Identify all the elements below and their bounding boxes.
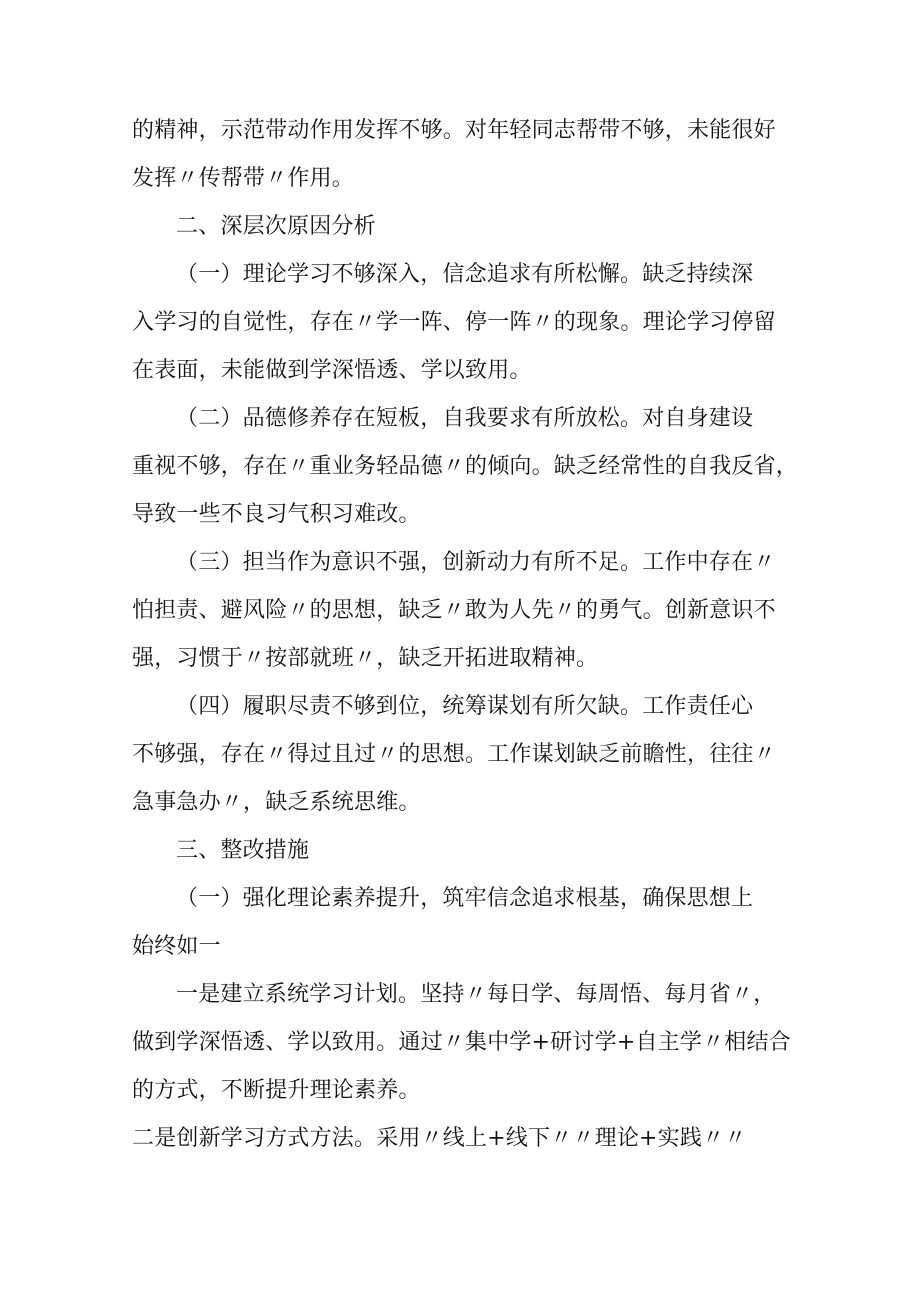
text-line-5: 入学习的自觉性，存在〃学一阵、停一阵〃的现象。理论学习停留 bbox=[132, 310, 776, 335]
text-line-18: 始终如一 bbox=[132, 934, 221, 959]
text-line-21: 的方式，不断提升理论素养。 bbox=[132, 1078, 421, 1103]
section-heading-3: 三、整改措施 bbox=[176, 838, 310, 863]
text-line-14: 不够强，存在〃得过且过〃的思想。工作谋划缺乏前瞻性，往往〃 bbox=[132, 742, 776, 767]
text-line-15: 急事急办〃，缺乏系统思维。 bbox=[132, 790, 421, 815]
text-line-20: 做到学深悟透、学以致用。通过〃集中学+研讨学+自主学〃相结合 bbox=[132, 1030, 791, 1055]
text-line-11: 怕担责、避风险〃的思想，缺乏〃敢为人先〃的勇气。创新意识不 bbox=[132, 598, 776, 623]
text-line-19: 一是建立系统学习计划。坚持〃每日学、每周悟、每月省〃， bbox=[176, 982, 776, 1007]
section-heading-2: 二、深层次原因分析 bbox=[176, 214, 376, 239]
text-line-9: 导致一些不良习气积习难改。 bbox=[132, 502, 421, 527]
text-line-12: 强，习惯于〃按部就班〃，缺乏开拓进取精神。 bbox=[132, 646, 599, 671]
text-line-10: （三）担当作为意识不强，创新动力有所不足。工作中存在〃 bbox=[176, 550, 776, 575]
text-line-1: 的精神，示范带动作用发挥不够。对年轻同志帮带不够，未能很好 bbox=[132, 118, 776, 143]
text-line-17: （一）强化理论素养提升，筑牢信念追求根基，确保思想上 bbox=[176, 886, 754, 911]
text-line-13: （四）履职尽责不够到位，统筹谋划有所欠缺。工作责任心 bbox=[176, 694, 754, 719]
text-line-7: （二）品德修养存在短板，自我要求有所放松。对自身建设 bbox=[176, 406, 754, 431]
text-line-2: 发挥〃传帮带〃作用。 bbox=[132, 166, 355, 191]
text-line-22: 二是创新学习方式方法。采用〃线上+线下〃〃理论+实践〃〃 bbox=[132, 1126, 747, 1151]
text-line-6: 在表面，未能做到学深悟透、学以致用。 bbox=[132, 358, 532, 383]
text-line-8: 重视不够，存在〃重业务轻品德〃的倾向。缺乏经常性的自我反省， bbox=[132, 454, 799, 479]
text-line-4: （一）理论学习不够深入，信念追求有所松懈。缺乏持续深 bbox=[176, 262, 754, 287]
